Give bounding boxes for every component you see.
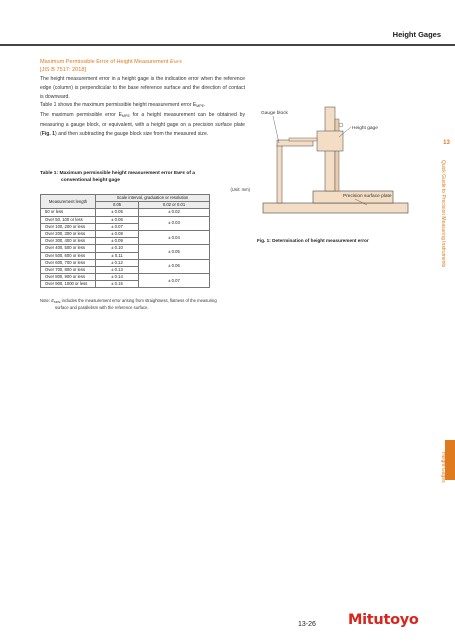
header-scale: Scale interval, graduation or resolution (96, 195, 210, 202)
table-row (41, 274, 210, 281)
table-caption (40, 170, 250, 184)
row-value-b: ± 0.02 (139, 209, 210, 216)
side-category-label: Height Gages (440, 452, 446, 483)
paragraph-2-text: Table 1 shows the maximum permissible height measurement error E (40, 102, 197, 109)
paragraph-3-fig-ref: Fig. 1 (41, 130, 56, 137)
row-value-a: ± 0.12 (96, 259, 139, 266)
table-caption-sub: MPE (177, 171, 185, 175)
gage-scriber (289, 138, 317, 141)
row-value-a: ± 0.11 (96, 252, 139, 259)
row-length: Over 700, 800 or less (41, 266, 96, 273)
row-length: Over 400, 500 or less (41, 245, 96, 252)
table-row (41, 209, 210, 216)
table-caption-text: Table 1: Maximum permissible height measurement error E (40, 171, 178, 176)
section-title (40, 58, 182, 74)
gage-scale (335, 119, 339, 191)
row-length: Over 100, 200 or less (41, 223, 96, 230)
header-col2: 0.02 or 0.01 (139, 202, 210, 209)
gage-knob (339, 123, 343, 127)
row-value-a: ± 0.08 (96, 230, 139, 237)
paragraph-2-end: . (204, 102, 206, 109)
body-text (40, 75, 245, 139)
header-title: Height Gages (392, 30, 441, 39)
page-header (0, 0, 455, 46)
row-value-a: ± 0.10 (96, 245, 139, 252)
note-label: Note: (40, 298, 51, 303)
row-length: Over 600, 700 or less (41, 259, 96, 266)
paragraph-2 (40, 101, 245, 111)
paragraph-3-a: The maximum permissible error E (40, 112, 123, 119)
row-length: 50 or less (41, 209, 96, 216)
row-value-a: ± 0.09 (96, 238, 139, 245)
row-length: Over 50, 100 or less (41, 216, 96, 223)
row-length: Over 300, 400 or less (41, 238, 96, 245)
row-value-b: ± 0.04 (139, 230, 210, 244)
table-unit: (Unit: mm) (230, 187, 250, 192)
table-caption-suffix: of a (184, 171, 196, 176)
table-caption-line2: conventional height gage (61, 177, 120, 183)
paragraph-3-b: for a height measurement can be obtained by measuring a gauge block, or equivalent, with a height gage on a precision surface plate ( (40, 112, 245, 137)
gauge-block-stack (277, 145, 282, 203)
paragraph-3-c: ) and then subtracting the gauge block size from the measured size. (55, 130, 209, 137)
row-value-b: ± 0.05 (139, 245, 210, 259)
row-value-b: ± 0.06 (139, 259, 210, 273)
row-value-a: ± 0.07 (96, 223, 139, 230)
height-gage-figure (255, 95, 415, 235)
error-table (40, 194, 210, 288)
table-row (41, 259, 210, 266)
section-title-text: Maximum Permissible Error of Height Measurement (40, 59, 170, 65)
header-length: Measurement length (41, 195, 96, 209)
label-gauge-block: Gauge block (261, 111, 288, 116)
paragraph-3-sub: MPE (122, 114, 130, 119)
section-standard: [JIS B 7517: 2018] (40, 67, 87, 73)
label-height-gage: Height gage (352, 126, 378, 131)
figure-caption: Fig. 1: Determination of height measurement error (257, 238, 369, 243)
table-header-row (41, 195, 210, 202)
row-value-a: ± 0.05 (96, 209, 139, 216)
note-sub: MPE (53, 300, 61, 304)
table-row (41, 216, 210, 223)
row-value-a: ± 0.15 (96, 281, 139, 288)
row-length: Over 800, 900 or less (41, 274, 96, 281)
paragraph-2-sub: MPE (196, 104, 205, 109)
header-rule (0, 44, 455, 46)
row-length: Over 500, 600 or less (41, 252, 96, 259)
table-row (41, 230, 210, 237)
table-row (41, 245, 210, 252)
label-plate: Precision surface plate (343, 194, 392, 199)
row-value-a: ± 0.14 (96, 274, 139, 281)
gage-slider (317, 131, 343, 151)
section-title-sub: MPE (173, 59, 183, 64)
paragraph-1: The height measurement error in a height gage is the indication error when the reference edge (column) is perpendicular to the base reference surface and the direction of contact is downward. (40, 76, 245, 100)
row-value-a: ± 0.06 (96, 216, 139, 223)
section-title-symbol: E (169, 59, 174, 65)
row-value-b: ± 0.03 (139, 216, 210, 230)
note-text-2: surface and parallelism with the reference surface. (55, 305, 149, 311)
row-value-b: ± 0.07 (139, 274, 210, 288)
header-col1: 0.05 (96, 202, 139, 209)
chapter-number: 13 (443, 140, 450, 146)
note-symbol: E (51, 298, 54, 303)
row-value-a: ± 0.13 (96, 266, 139, 273)
category-tab-bar (445, 440, 455, 480)
paragraph-3 (40, 111, 245, 138)
row-length: Over 200, 300 or less (41, 230, 96, 237)
page-number: 13-26 (298, 621, 316, 628)
side-guide-label: Quick Guide to Precision Measuring Instruments (440, 160, 446, 268)
surface-plate (263, 203, 408, 213)
brand-logo: Mitutoyo (348, 612, 419, 628)
row-length: Over 900, 1000 or less (41, 281, 96, 288)
note-text-1: includes the measurement error arising from straightness, flatness of the measuring (60, 298, 217, 303)
table-note (40, 298, 252, 312)
leader-gauge-block (273, 116, 279, 143)
